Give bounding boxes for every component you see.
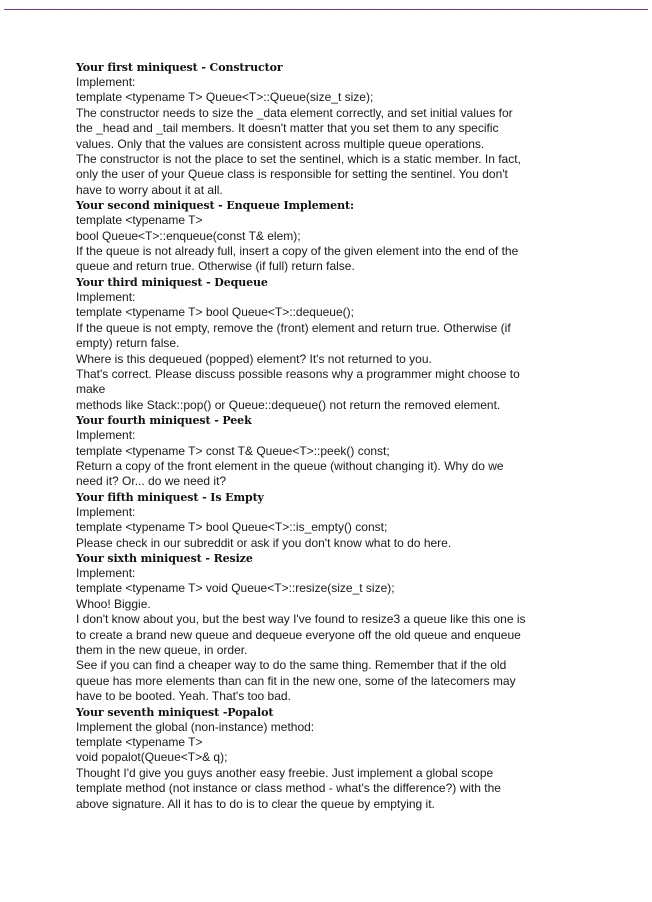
section-text: Implement the global (non-instance) method: template <typename T> void popalot(Queue<T>& q); Thought I'd give you guys another easy freebie. Just implement a global scope template method (not instance or class method - what's the difference?) with the above signature. All it has to do is to clear the queue by emptying it. (76, 719, 501, 811)
section-dequeue (76, 275, 576, 413)
section-text: template <typename T> bool Queue<T>::enqueue(const T& elem); If the queue is not already full, insert a copy of the given element into the end of the queue and return true. Otherwise (if full) return false. (76, 213, 519, 274)
section-heading: Your first miniquest - Constructor (76, 61, 283, 74)
section-resize (76, 551, 576, 705)
section-heading: Your seventh miniquest -Popalot (76, 705, 274, 719)
section-text: Implement: template <typename T> Queue<T>::Queue(size_t size); The constructor needs to size the _data element correctly, and set initial values for the _head and _tail members. It doesn't matter that you set them to any specific values. Only that the values are consistent across multiple queue operations. The constructor is not the place to set the sentinel, which is a static member. In fact, only the user of your Queue class is responsible for setting the sentinel. You don't have to worry about it at all. (76, 75, 521, 197)
section-text: Implement: template <typename T> void Queue<T>::resize(size_t size); Whoo! Biggie. I don't know about you, but the best way I've found to resize3 a queue like this one is to create a brand new queue and dequeue everyone off the old queue and enqueue them in the new queue, in order. See if you can find a cheaper way to do the same thing. Remember that if the old queue has more elements than can fit in the new one, some of the latecomers may have to be booted. Yeah. That's too bad. (76, 565, 526, 704)
section-heading: Your fourth miniquest - Peek (76, 414, 252, 428)
section-text: Implement: template <typename T> bool Queue<T>::is_empty() const; Please check in our subreddit or ask if you don't know what to do here. (76, 504, 452, 550)
section-text: Implement: template <typename T> bool Queue<T>::dequeue(); If the queue is not empty, remove the (front) element and return true. Otherwise (if empty) return false. Where is this dequeued (popped) element? It's not returned to you. That's correct. Please discuss possible reasons why a programmer might choose to make methods like Stack::pop() or Queue::dequeue() not return the removed element. (76, 289, 520, 412)
section-heading: Your fifth miniquest - Is Empty (76, 490, 264, 504)
section-heading: Your second miniquest - Enqueue Implement: (76, 199, 354, 213)
section-popalot (76, 705, 576, 812)
section-is-empty (76, 490, 576, 551)
document-body (76, 60, 576, 812)
section-peek (76, 413, 576, 490)
section-heading: Your third miniquest - Dequeue (76, 275, 268, 289)
section-constructor (76, 60, 576, 198)
section-enqueue (76, 198, 576, 275)
header-rule (4, 9, 648, 10)
section-text: Implement: template <typename T> const T& Queue<T>::peek() const; Return a copy of the front element in the queue (without changing it). Why do we need it? Or... do we need it? (76, 428, 504, 489)
section-heading: Your sixth miniquest - Resize (76, 551, 253, 565)
